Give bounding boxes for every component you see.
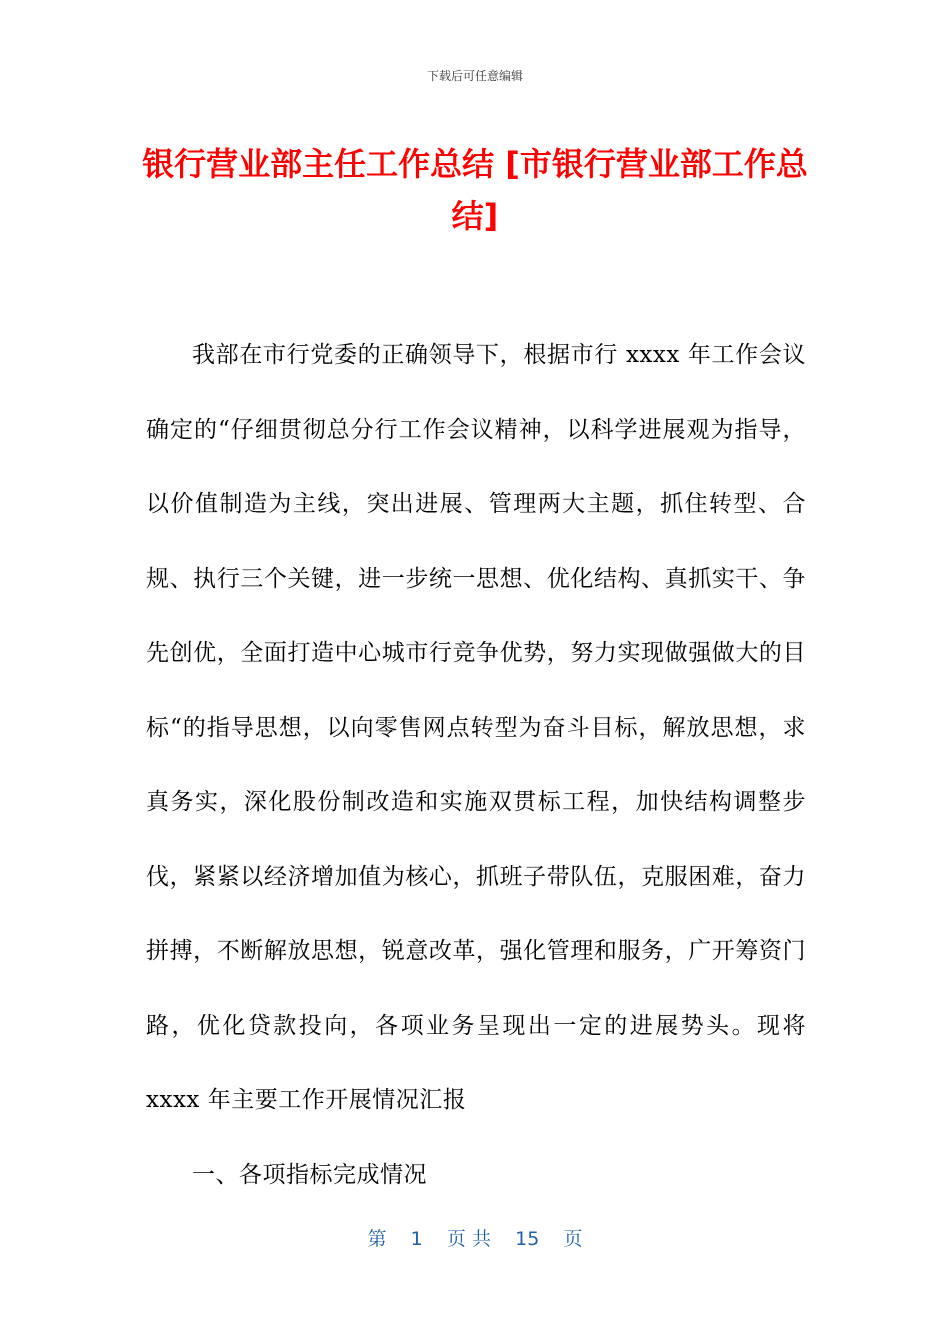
current-page-number: 1 [410, 1228, 423, 1250]
header-note: 下载后可任意编辑 [426, 69, 523, 83]
page-label-suffix: 页 [563, 1228, 583, 1250]
total-pages-number: 15 [515, 1228, 540, 1250]
page-label-prefix: 第 [367, 1228, 387, 1250]
page-footer [0, 1226, 950, 1252]
document-title: 银行营业部主任工作总结 [市银行营业部工作总结] [142, 145, 808, 235]
document-body [146, 318, 806, 1212]
section-heading: 一、各项指标完成情况 [192, 1161, 427, 1188]
page-label-middle: 页 共 [446, 1228, 491, 1250]
body-paragraph: 我部在市行党委的正确领导下，根据市行 xxxx 年工作会议确定的“仔细贯彻总分行工作会议精神，以科学进展观为指导，以价值制造为主线，突出进展、管理两大主题，抓住转型、合规、执行三个关键，进一步统一思想、优化结构、真抓实干、争先创优，全面打造中心城市行竞争优势，努力实现做强做大的目标“的指导思想，以向零售网点转型为奋斗目标，解放思想，求真务实，深化股份制改造和实施双贯标工程，加快结构调整步伐，紧紧以经济增加值为核心，抓班子带队伍，克服困难，奋力拼搏，不断解放思想，锐意改革，强化管理和服务，广开筹资门路，优化贷款投向，各项业务呈现出一定的进展势头。现将 xxxx 年主要工作开展情况汇报 [146, 342, 806, 1113]
